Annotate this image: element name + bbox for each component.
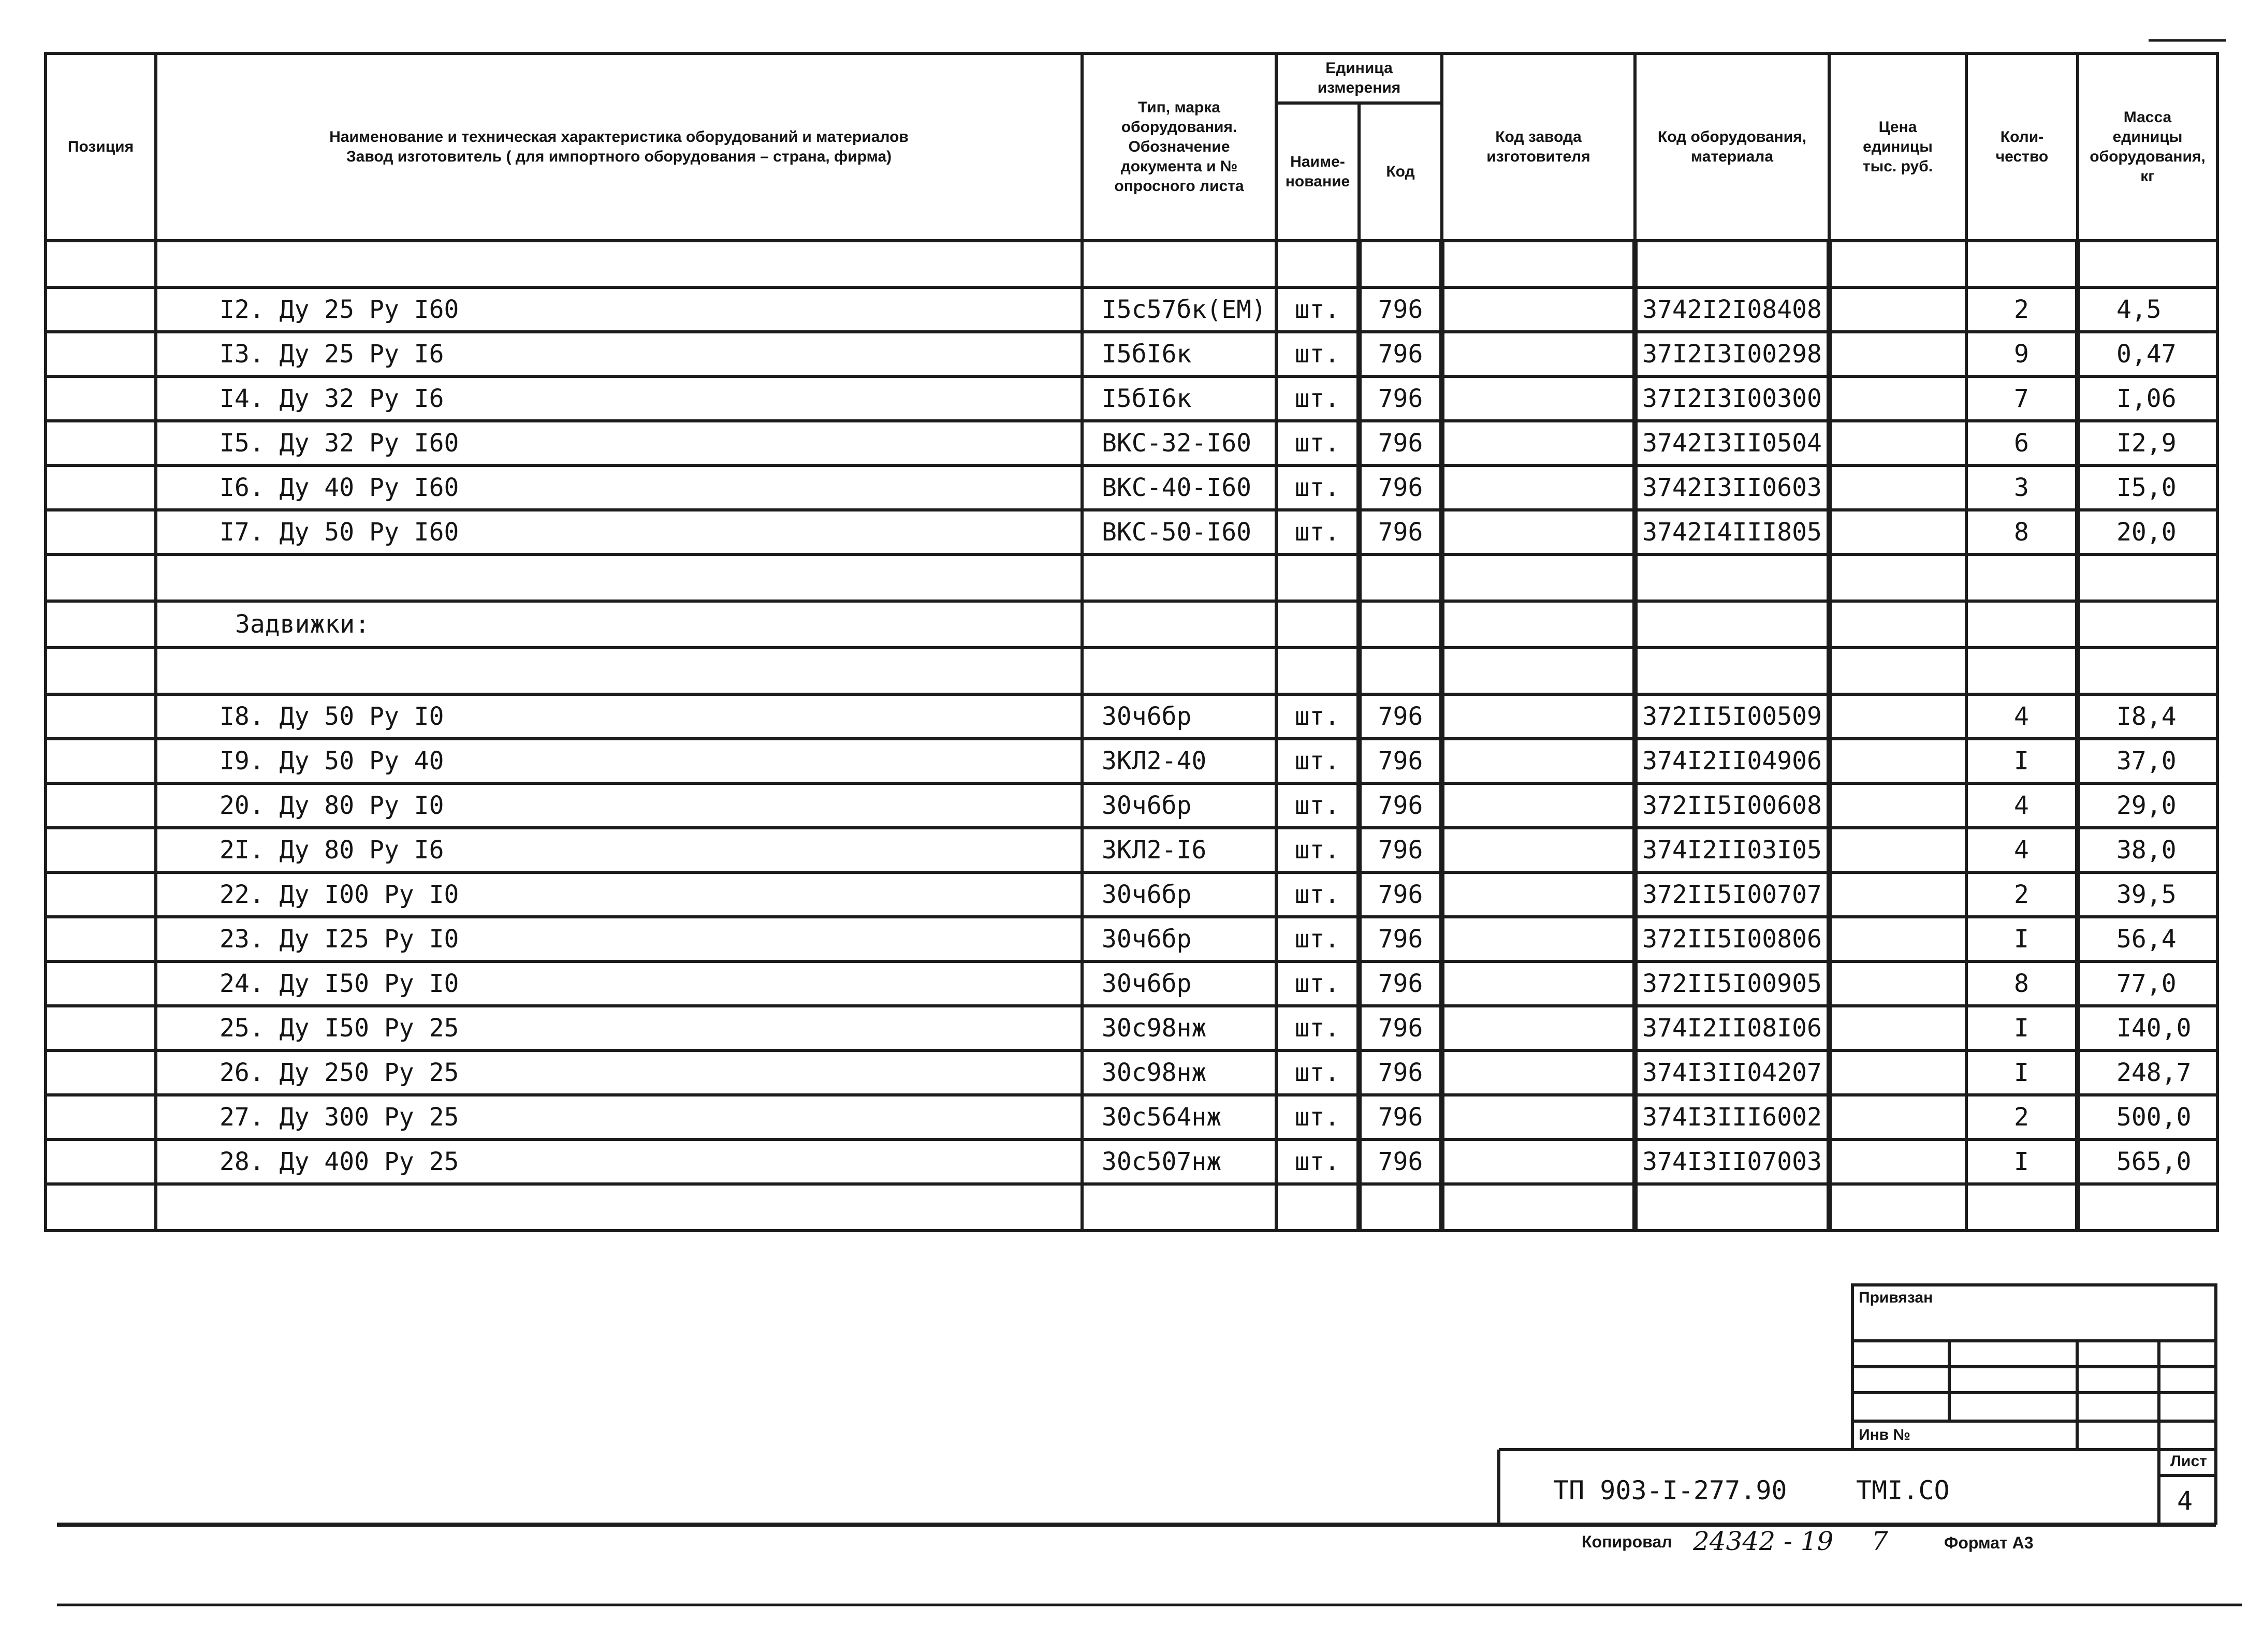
cell-unit: шт.	[1276, 872, 1359, 917]
cell-name: I7. Ду 50 Ру I60	[156, 510, 1082, 554]
cell-type: 3КЛ2-I6	[1082, 828, 1276, 872]
cell-name: 25. Ду I50 Ру 25	[156, 1006, 1082, 1050]
cell-unit: шт.	[1276, 783, 1359, 828]
cell-code: 796	[1359, 376, 1442, 421]
cell-code: 796	[1359, 1095, 1442, 1139]
cell-qty: 2	[1966, 287, 2078, 332]
cell-qty: 6	[1966, 421, 2078, 465]
cell-type: 30с98нж	[1082, 1006, 1276, 1050]
cell-mass: 29,0	[2078, 783, 2217, 828]
copied-label: Копировал	[1582, 1532, 1672, 1551]
cell-qty: I	[1966, 917, 2078, 961]
cell-material-code: 372II5I00707	[1635, 872, 1829, 917]
cell-code: 796	[1359, 1050, 1442, 1095]
cell-unit: шт.	[1276, 828, 1359, 872]
cell-type: 30с507нж	[1082, 1139, 1276, 1184]
cell-qty: 4	[1966, 783, 2078, 828]
cell-type: ВКС-32-I60	[1082, 421, 1276, 465]
cell-type: I5бI6к	[1082, 332, 1276, 376]
cell-type: I5с57бк(ЕМ)	[1082, 287, 1276, 332]
cell-material-code: 3742I3II0603	[1635, 465, 1829, 510]
header-unit-code: Код	[1359, 103, 1442, 241]
cell-name: 24. Ду I50 Ру I0	[156, 961, 1082, 1006]
cell-material-code: 37I2I3I00298	[1635, 332, 1829, 376]
cell-name: 27. Ду 300 Ру 25	[156, 1095, 1082, 1139]
cell-unit: шт.	[1276, 1139, 1359, 1184]
cell-qty: 2	[1966, 872, 2078, 917]
cell-mass: I,06	[2078, 376, 2217, 421]
cell-type: I5бI6к	[1082, 376, 1276, 421]
cell-unit: шт.	[1276, 376, 1359, 421]
cell-mass: 77,0	[2078, 961, 2217, 1006]
header-name: Наименование и техническая характеристика оборудований и материалов Завод изготовитель ( для импортного оборудования – страна, фирма)	[156, 53, 1082, 241]
inventory-number-label: Инв №	[1859, 1426, 1910, 1443]
cell-material-code: 374I3II04207	[1635, 1050, 1829, 1095]
cell-mass: 4,5	[2078, 287, 2217, 332]
cell-qty: 4	[1966, 828, 2078, 872]
cell-qty: I	[1966, 1006, 2078, 1050]
header-price: Цена единицы тыс. руб.	[1829, 53, 1966, 241]
cell-qty: 7	[1966, 376, 2078, 421]
cell-material-code: 3742I2I08408	[1635, 287, 1829, 332]
cell-mass: 37,0	[2078, 739, 2217, 783]
document-code: ТП 903-I-277.90	[1553, 1475, 1787, 1505]
format-label: Формат А3	[1944, 1533, 2034, 1552]
cell-qty: 3	[1966, 465, 2078, 510]
cell-material-code: 374I2II08I06	[1635, 1006, 1829, 1050]
cell-name: Задвижки:	[156, 601, 1082, 648]
cell-name: I8. Ду 50 Ру I0	[156, 694, 1082, 739]
cell-code: 796	[1359, 872, 1442, 917]
cell-mass: 248,7	[2078, 1050, 2217, 1095]
cell-qty: 2	[1966, 1095, 2078, 1139]
cell-code: 796	[1359, 1006, 1442, 1050]
cell-name: I2. Ду 25 Ру I60	[156, 287, 1082, 332]
cell-name: 2I. Ду 80 Ру I6	[156, 828, 1082, 872]
cell-material-code: 372II5I00509	[1635, 694, 1829, 739]
cell-name: I4. Ду 32 Ру I6	[156, 376, 1082, 421]
cell-code: 796	[1359, 332, 1442, 376]
cell-code: 796	[1359, 783, 1442, 828]
cell-name: I5. Ду 32 Ру I60	[156, 421, 1082, 465]
cell-mass: I8,4	[2078, 694, 2217, 739]
header-mass: Масса единицы оборудования, кг	[2078, 53, 2217, 241]
cell-code: 796	[1359, 917, 1442, 961]
cell-code: 796	[1359, 287, 1442, 332]
cell-type: 30ч6бр	[1082, 961, 1276, 1006]
cell-material-code: 374I2II03I05	[1635, 828, 1829, 872]
cell-qty: 4	[1966, 694, 2078, 739]
cell-unit: шт.	[1276, 1006, 1359, 1050]
cell-type: 3КЛ2-40	[1082, 739, 1276, 783]
linked-label: Привязан	[1859, 1289, 1933, 1306]
cell-code: 796	[1359, 961, 1442, 1006]
cell-name: I6. Ду 40 Ру I60	[156, 465, 1082, 510]
cell-type: 30с564нж	[1082, 1095, 1276, 1139]
cell-unit: шт.	[1276, 332, 1359, 376]
cell-material-code: 37I2I3I00300	[1635, 376, 1829, 421]
cell-mass: 20,0	[2078, 510, 2217, 554]
header-position: Позиция	[46, 53, 156, 241]
cell-type: 30ч6бр	[1082, 694, 1276, 739]
cell-code: 796	[1359, 694, 1442, 739]
sheet-number: 4	[2177, 1486, 2193, 1516]
cell-material-code: 372II5I00905	[1635, 961, 1829, 1006]
cell-code: 796	[1359, 510, 1442, 554]
cell-mass: 0,47	[2078, 332, 2217, 376]
cell-unit: шт.	[1276, 739, 1359, 783]
cell-unit: шт.	[1276, 694, 1359, 739]
cell-material-code: 374I3III6002	[1635, 1095, 1829, 1139]
header-unit-group: Единица измерения	[1276, 53, 1442, 103]
cell-qty: 8	[1966, 510, 2078, 554]
cell-mass: 565,0	[2078, 1139, 2217, 1184]
copied-number: 24342 - 19	[1693, 1526, 1834, 1556]
cell-code: 796	[1359, 465, 1442, 510]
cell-type: 30ч6бр	[1082, 783, 1276, 828]
cell-mass: 39,5	[2078, 872, 2217, 917]
cell-code: 796	[1359, 739, 1442, 783]
cell-mass: I2,9	[2078, 421, 2217, 465]
cell-unit: шт.	[1276, 465, 1359, 510]
cell-type: ВКС-50-I60	[1082, 510, 1276, 554]
header-quantity: Коли- чество	[1966, 53, 2078, 241]
cell-name: I9. Ду 50 Ру 40	[156, 739, 1082, 783]
cell-material-code: 374I2II04906	[1635, 739, 1829, 783]
document-section: ТМI.СО	[1856, 1475, 1950, 1505]
cell-material-code: 374I3II07003	[1635, 1139, 1829, 1184]
cell-name: 28. Ду 400 Ру 25	[156, 1139, 1082, 1184]
cell-mass: I40,0	[2078, 1006, 2217, 1050]
cell-type: 30ч6бр	[1082, 872, 1276, 917]
copied-index: 7	[1872, 1526, 1888, 1556]
cell-unit: шт.	[1276, 510, 1359, 554]
cell-type: ВКС-40-I60	[1082, 465, 1276, 510]
cell-type: 30ч6бр	[1082, 917, 1276, 961]
cell-qty: 9	[1966, 332, 2078, 376]
cell-mass: 56,4	[2078, 917, 2217, 961]
cell-unit: шт.	[1276, 421, 1359, 465]
cell-mass: I5,0	[2078, 465, 2217, 510]
cell-unit: шт.	[1276, 1095, 1359, 1139]
cell-material-code: 372II5I00608	[1635, 783, 1829, 828]
cell-name: 23. Ду I25 Ру I0	[156, 917, 1082, 961]
cell-unit: шт.	[1276, 917, 1359, 961]
cell-qty: I	[1966, 1050, 2078, 1095]
cell-code: 796	[1359, 1139, 1442, 1184]
cell-qty: I	[1966, 739, 2078, 783]
header-material-code: Код оборудования, материала	[1635, 53, 1829, 241]
cell-material-code: 3742I4III805	[1635, 510, 1829, 554]
cell-mass: 500,0	[2078, 1095, 2217, 1139]
cell-unit: шт.	[1276, 961, 1359, 1006]
cell-name: 26. Ду 250 Ру 25	[156, 1050, 1082, 1095]
cell-name: 22. Ду I00 Ру I0	[156, 872, 1082, 917]
cell-mass: 38,0	[2078, 828, 2217, 872]
cell-material-code: 372II5I00806	[1635, 917, 1829, 961]
cell-material-code: 3742I3II0504	[1635, 421, 1829, 465]
cell-code: 796	[1359, 828, 1442, 872]
sheet-label: Лист	[2170, 1453, 2207, 1470]
cell-name: I3. Ду 25 Ру I6	[156, 332, 1082, 376]
cell-type: 30с98нж	[1082, 1050, 1276, 1095]
header-type: Тип, марка оборудования. Обозначение документа и № опросного листа	[1082, 53, 1276, 241]
header-unit-name: Наиме- нование	[1276, 103, 1359, 241]
cell-unit: шт.	[1276, 1050, 1359, 1095]
cell-code: 796	[1359, 421, 1442, 465]
cell-unit: шт.	[1276, 287, 1359, 332]
cell-qty: I	[1966, 1139, 2078, 1184]
cell-name: 20. Ду 80 Ру I0	[156, 783, 1082, 828]
header-factory-code: Код завода изготовителя	[1442, 53, 1635, 241]
cell-qty: 8	[1966, 961, 2078, 1006]
